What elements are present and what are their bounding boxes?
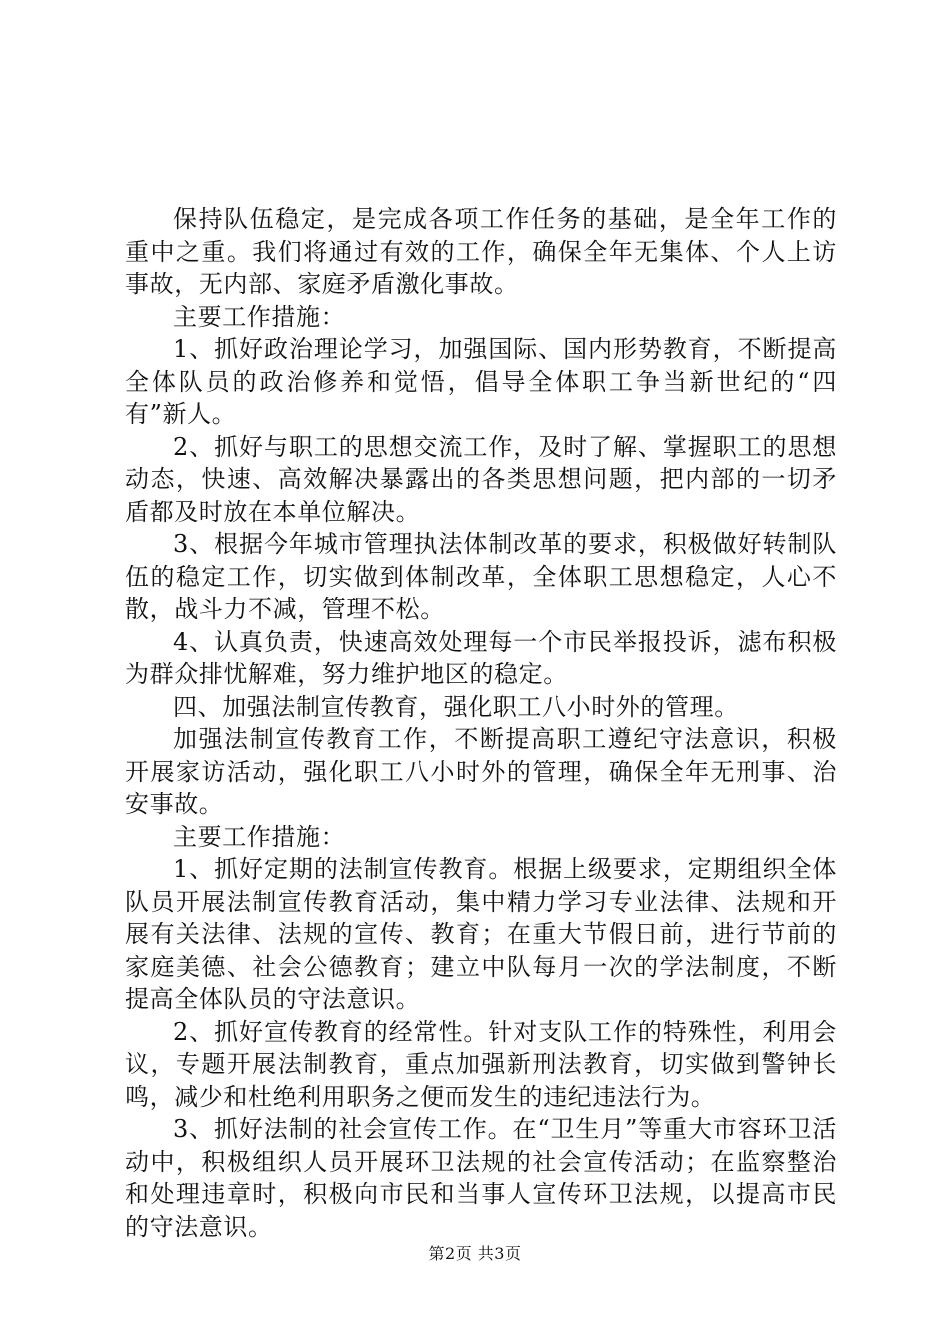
section-heading-four: 四、加强法制宣传教育，强化职工八小时外的管理。	[173, 692, 739, 721]
page-footer	[0, 1241, 950, 1264]
paragraph-legal-intro: 加强法制宣传教育工作，不断提高职工遵纪守法意识，积极开展家访活动，强化职工八小时外的管理，确保全年无刑事、治安事故。	[125, 725, 837, 818]
paragraph-stability-intro: 保持队伍稳定，是完成各项工作任务的基础，是全年工作的重中之重。我们将通过有效的工作，确保全年无集体、个人上访事故，无内部、家庭矛盾激化事故。	[125, 205, 837, 298]
paragraph-measure-3: 3、根据今年城市管理执法体制改革的要求，积极做好转制队伍的稳定工作，切实做到体制改革，全体职工思想稳定，人心不散，战斗力不减，管理不松。	[125, 530, 837, 623]
paragraph-measure-4: 4、认真负责，快速高效处理每一个市民举报投诉，滤布积极为群众排忧解难，努力维护地区的稳定。	[125, 627, 837, 688]
paragraph-legal-measure-1: 1、抓好定期的法制宣传教育。根据上级要求，定期组织全体队员开展法制宣传教育活动，集中精力学习专业法律、法规和开展有关法律、法规的宣传、教育；在重大节假日前，进行节前的家庭美德、社会公德教育；建立中队每月一次的学法制度，不断提高全体队员的守法意识。	[125, 855, 837, 1013]
paragraph-measures-heading-2: 主要工作措施：	[173, 822, 346, 851]
paragraph-legal-measure-2: 2、抓好宣传教育的经常性。针对支队工作的特殊性，利用会议，专题开展法制教育，重点加强新刑法教育，切实做到警钟长鸣，减少和杜绝利用职务之便而发生的违纪违法行为。	[125, 1017, 837, 1111]
page-number-label: 第2页 共3页	[428, 1244, 522, 1263]
paragraph-measure-2: 2、抓好与职工的思想交流工作，及时了解、掌握职工的思想动态，快速、高效解决暴露出的各类思想问题，把内部的一切矛盾都及时放在本单位解决。	[125, 432, 837, 526]
paragraph-measures-heading: 主要工作措施：	[173, 302, 346, 331]
paragraph-legal-measure-3: 3、抓好法制的社会宣传工作。在“卫生月”等重大市容环卫活动中，积极组织人员开展环卫法规的社会宣传活动；在监察整治和处理违章时，积极向市民和当事人宣传环卫法规，以提高市民的守法意识。	[125, 1115, 837, 1241]
paragraph-measure-1: 1、抓好政治理论学习，加强国际、国内形势教育，不断提高全体队员的政治修养和觉悟，倡导全体职工争当新世纪的“四有”新人。	[125, 335, 837, 428]
document-body	[125, 203, 837, 1243]
